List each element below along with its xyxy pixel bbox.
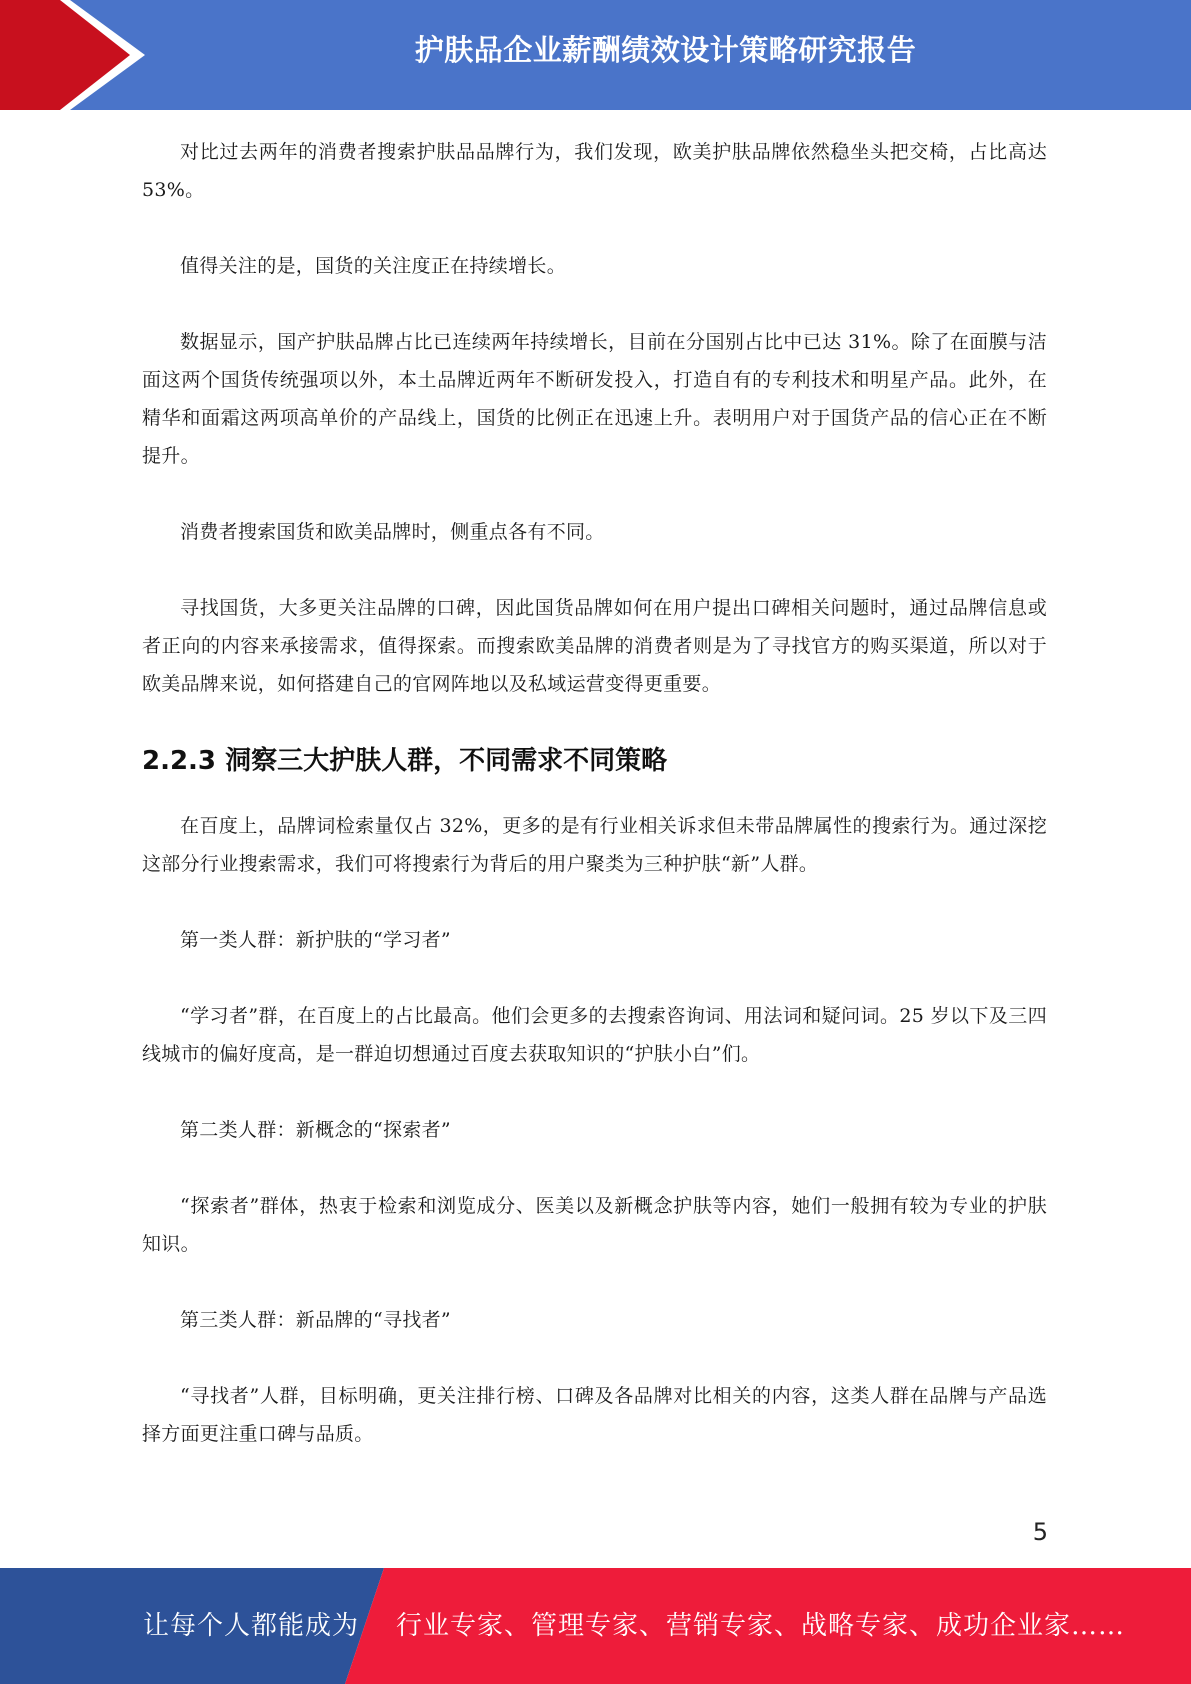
paragraph: 消费者搜索国货和欧美品牌时，侧重点各有不同。 bbox=[180, 521, 605, 543]
paragraph: “学习者”群，在百度上的占比最高。他们会更多的去搜索咨询词、用法词和疑问词。25 岁以下及三四线城市的偏好度高，是一群迫切想通过百度去获取知识的“护肤小白”们。 bbox=[142, 1005, 1047, 1065]
paragraph: 数据显示，国产护肤品牌占比已连续两年持续增长，目前在分国别占比中已达 31%。除了在面膜与洁面这两个国货传统强项以外，本土品牌近两年不断研发投入，打造自有的专利技术和明星产品。此外，在精华和面霜这两项高单价的产品线上，国货的比例正在迅速上升。表明用户对于国货产品的信心正在不断提升。 bbox=[142, 331, 1047, 467]
paragraph: “寻找者”人群，目标明确，更关注排行榜、口碑及各品牌对比相关的内容，这类人群在品牌与产品选择方面更注重口碑与品质。 bbox=[142, 1385, 1047, 1445]
page-header bbox=[0, 0, 1191, 110]
paragraph: 第三类人群：新品牌的“寻找者” bbox=[180, 1309, 451, 1331]
page-number: 5 bbox=[1032, 1518, 1048, 1546]
paragraph: 对比过去两年的消费者搜索护肤品品牌行为，我们发现，欧美护肤品牌依然稳坐头把交椅，占比高达 53%。 bbox=[142, 141, 1047, 201]
paragraph: 在百度上，品牌词检索量仅占 32%，更多的是有行业相关诉求但未带品牌属性的搜索行为。通过深挖这部分行业搜索需求，我们可将搜索行为背后的用户聚类为三种护肤“新”人群。 bbox=[142, 815, 1047, 875]
footer-slogan-right: 行业专家、管理专家、营销专家、战略专家、成功企业家…… bbox=[396, 1611, 1126, 1641]
paragraph: 第一类人群：新护肤的“学习者” bbox=[180, 929, 451, 951]
paragraph: “探索者”群体，热衷于检索和浏览成分、医美以及新概念护肤等内容，她们一般拥有较为专业的护肤知识。 bbox=[142, 1195, 1047, 1255]
page-content bbox=[142, 133, 1047, 1491]
section-heading: 2.2.3 洞察三大护肤人群，不同需求不同策略 bbox=[142, 746, 668, 776]
header-chevron-decoration bbox=[0, 0, 160, 110]
footer-slogan-left: 让每个人都能成为 bbox=[143, 1611, 360, 1641]
page-footer bbox=[0, 1568, 1191, 1684]
paragraph: 寻找国货，大多更关注品牌的口碑，因此国货品牌如何在用户提出口碑相关问题时，通过品牌信息或者正向的内容来承接需求，值得探索。而搜索欧美品牌的消费者则是为了寻找官方的购买渠道，所以对于欧美品牌来说，如何搭建自己的官网阵地以及私域运营变得更重要。 bbox=[142, 597, 1047, 695]
paragraph: 值得关注的是，国货的关注度正在持续增长。 bbox=[180, 255, 567, 277]
paragraph: 第二类人群：新概念的“探索者” bbox=[180, 1119, 451, 1141]
report-title: 护肤品企业薪酬绩效设计策略研究报告 bbox=[414, 33, 917, 67]
